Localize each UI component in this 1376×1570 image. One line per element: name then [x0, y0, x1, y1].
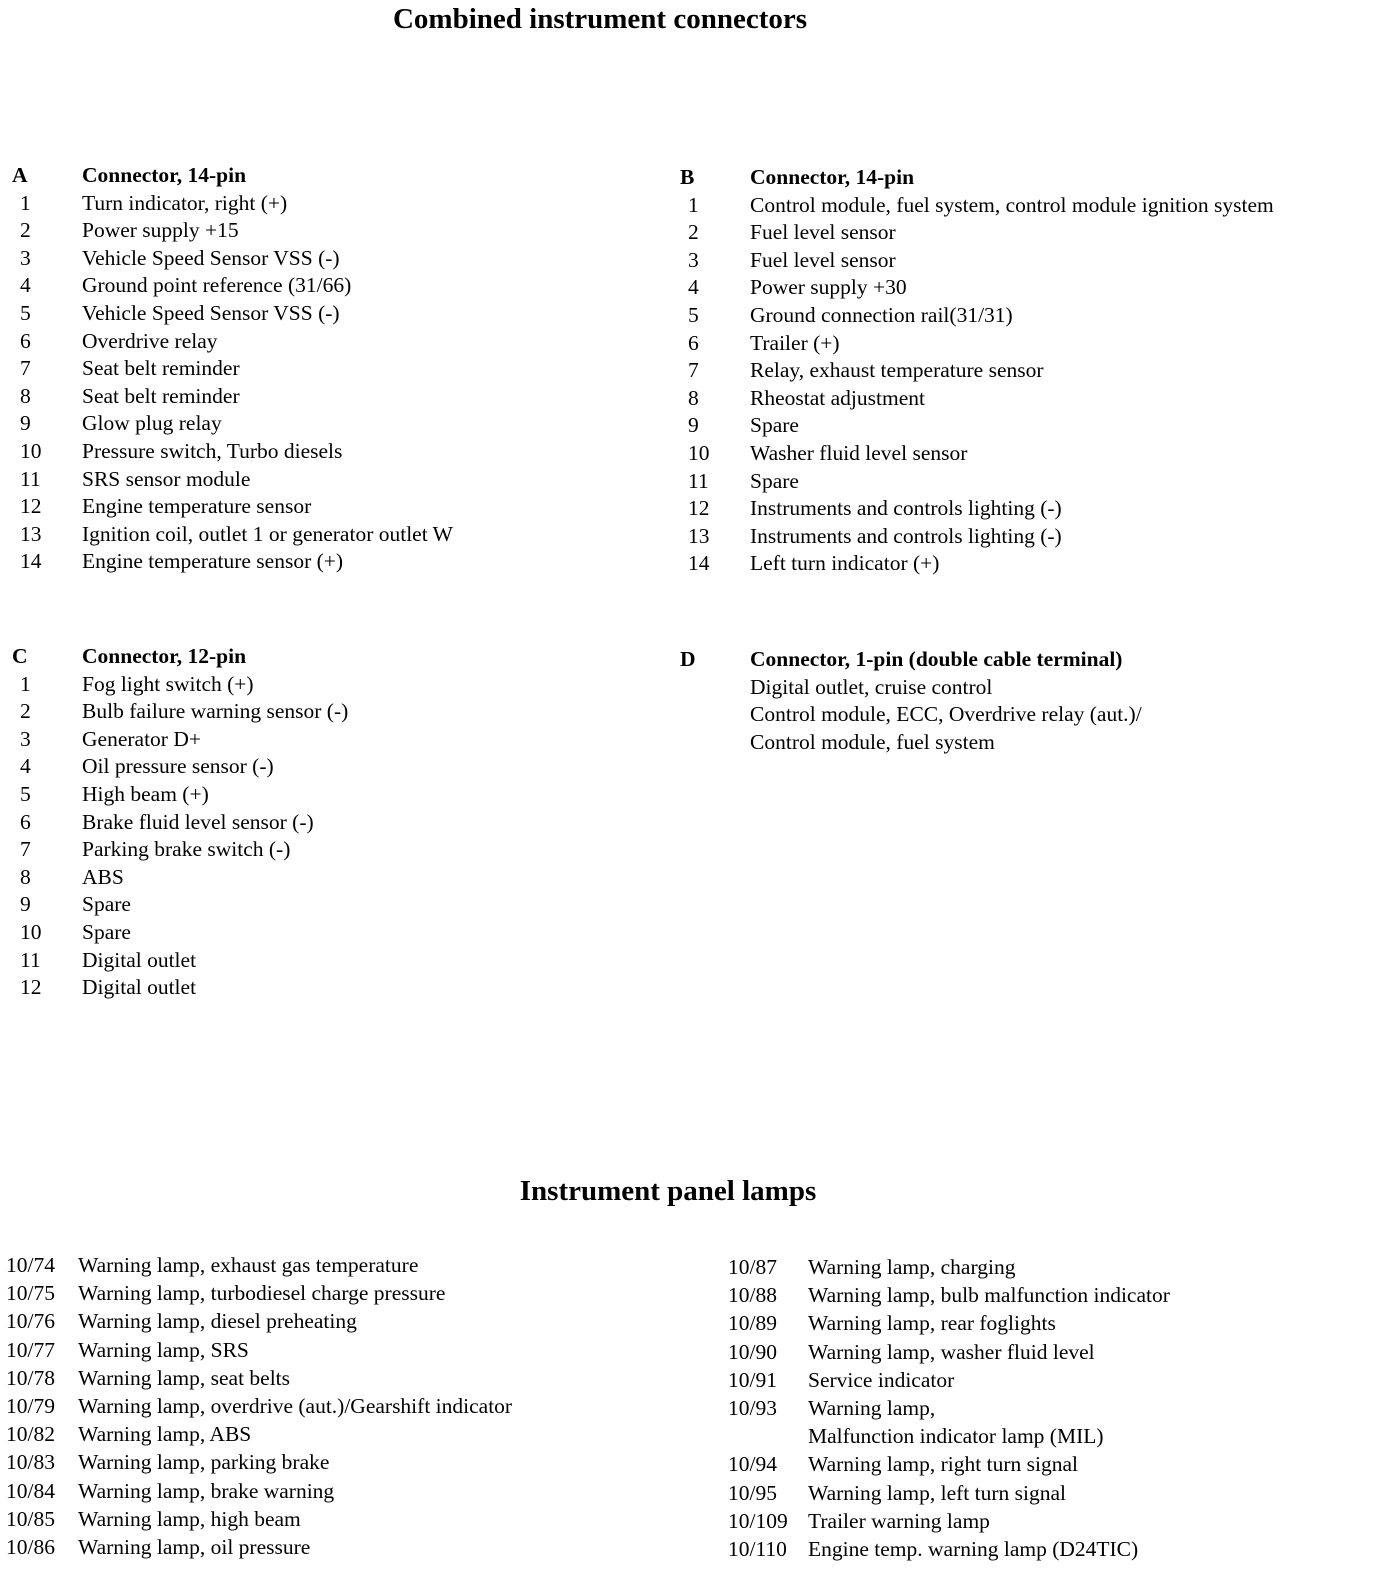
pin-number [680, 729, 750, 757]
pin-description: Relay, exhaust temperature sensor [750, 358, 1044, 383]
pin-number: 11 [688, 468, 709, 493]
connector-letter: A [12, 163, 28, 187]
pin-number: 4 [688, 275, 699, 300]
pin-row [680, 274, 1274, 302]
pin-number: 13 [688, 523, 710, 548]
pin-row [680, 247, 1274, 275]
lamp-row [6, 1251, 512, 1279]
pin-description: Control module, fuel system, control module ignition system [750, 192, 1274, 217]
pin-number: 11 [20, 466, 41, 491]
connector-heading [12, 162, 453, 190]
lamp-row [728, 1507, 1170, 1535]
connector-title: Connector, 14-pin [82, 163, 247, 187]
pin-number: 8 [20, 383, 31, 408]
lamp-description: Warning lamp, rear foglights [808, 1311, 1056, 1336]
pin-description: Control module, fuel system [750, 729, 995, 754]
pin-row [12, 864, 348, 892]
pin-number: 11 [20, 947, 41, 972]
lamp-row [728, 1535, 1170, 1563]
pin-number: 10 [20, 919, 42, 944]
lamp-number: 10/89 [728, 1311, 777, 1336]
lamp-row [6, 1336, 512, 1364]
pin-row [12, 438, 453, 466]
lamp-description: Warning lamp, washer fluid level [808, 1339, 1095, 1364]
pin-row [680, 330, 1274, 358]
lamps-right-column [728, 1253, 1170, 1563]
lamp-description: Warning lamp, left turn signal [808, 1480, 1066, 1505]
pin-number: 9 [20, 892, 31, 917]
pin-row [12, 410, 453, 438]
lamp-row [6, 1420, 512, 1448]
pin-description: Instruments and controls lighting (-) [750, 523, 1062, 548]
lamp-number: 10/86 [6, 1535, 55, 1560]
pin-row [12, 272, 453, 300]
pin-description: Parking brake switch (-) [82, 837, 291, 862]
lamp-description: Warning lamp, Malfunction indicator lamp (MIL) [808, 1396, 1104, 1449]
pin-row [680, 674, 1142, 702]
lamp-number: 10/91 [728, 1367, 777, 1392]
lamp-number: 10/90 [728, 1339, 777, 1364]
lamp-description: Warning lamp, high beam [78, 1506, 301, 1531]
pin-number: 6 [688, 330, 699, 355]
pin-row [680, 385, 1274, 413]
lamp-description: Warning lamp, seat belts [78, 1365, 291, 1390]
pin-row [12, 698, 348, 726]
lamp-row [728, 1253, 1170, 1281]
pin-description: Bulb failure warning sensor (-) [82, 699, 349, 724]
pin-description: Turn indicator, right (+) [82, 190, 288, 215]
pin-row [12, 466, 453, 494]
pin-number: 5 [688, 302, 699, 327]
pin-number: 12 [20, 494, 42, 519]
pin-number: 4 [20, 273, 31, 298]
lamp-row [6, 1364, 512, 1392]
pin-description: Seat belt reminder [82, 356, 240, 381]
pin-description: Pressure switch, Turbo diesels [82, 438, 343, 463]
pin-description: Digital outlet [82, 975, 197, 1000]
pin-row [680, 357, 1274, 385]
pin-number: 14 [20, 549, 42, 574]
pin-number: 2 [688, 220, 699, 245]
connector-letter: B [680, 165, 695, 189]
lamp-row [6, 1505, 512, 1533]
lamp-description: Warning lamp, oil pressure [78, 1535, 311, 1560]
pin-number [680, 674, 750, 702]
lamp-row [6, 1448, 512, 1476]
connector-title: Connector, 14-pin [750, 165, 915, 189]
lamp-number: 10/95 [728, 1480, 777, 1505]
pin-number: 3 [20, 726, 31, 751]
pin-row [12, 891, 348, 919]
pin-number: 5 [20, 300, 31, 325]
pin-number: 14 [688, 551, 710, 576]
connector-heading [680, 646, 1142, 674]
connector-letter: D [680, 647, 696, 671]
lamp-number: 10/109 [728, 1508, 788, 1533]
pin-row [680, 495, 1274, 523]
pin-description: Digital outlet, cruise control [750, 674, 993, 699]
lamp-number: 10/88 [728, 1283, 777, 1308]
pin-description: Washer fluid level sensor [750, 440, 968, 465]
lamp-row [728, 1394, 1170, 1450]
pin-number: 1 [20, 671, 31, 696]
pin-row [12, 245, 453, 273]
pin-description: Control module, ECC, Overdrive relay (aut.)/ [750, 702, 1142, 727]
pin-description: Ignition coil, outlet 1 or generator outlet W [82, 521, 453, 546]
pin-description: Trailer (+) [750, 330, 840, 355]
pin-number: 5 [20, 781, 31, 806]
lamp-number: 10/83 [6, 1450, 55, 1475]
pin-row [12, 671, 348, 699]
lamp-number: 10/87 [728, 1255, 777, 1279]
pin-number: 9 [688, 413, 699, 438]
lamp-description: Warning lamp, right turn signal [808, 1452, 1078, 1477]
lamp-number: 10/82 [6, 1422, 55, 1447]
pin-number: 6 [20, 328, 31, 353]
pin-row [12, 217, 453, 245]
lamp-row [728, 1479, 1170, 1507]
pin-description: Overdrive relay [82, 328, 218, 353]
lamp-number: 10/77 [6, 1337, 55, 1362]
lamp-row [6, 1279, 512, 1307]
pin-row [12, 493, 453, 521]
pin-description: Spare [750, 413, 799, 438]
connector-a-section [12, 162, 453, 576]
pin-row [12, 753, 348, 781]
lamp-description: Warning lamp, turbodiesel charge pressure [78, 1281, 446, 1306]
pin-description: Engine temperature sensor [82, 494, 312, 519]
pin-number: 8 [688, 385, 699, 410]
connector-title: Connector, 1-pin (double cable terminal) [750, 647, 1123, 671]
lamps-section-title: Instrument panel lamps [519, 1175, 817, 1207]
pin-number: 8 [20, 864, 31, 889]
pin-row [680, 440, 1274, 468]
pin-description: Fuel level sensor [750, 220, 896, 245]
pin-row [680, 523, 1274, 551]
pin-number: 1 [688, 192, 699, 217]
lamp-row [728, 1366, 1170, 1394]
lamp-number: 10/76 [6, 1309, 55, 1334]
pin-description: Spare [82, 892, 131, 917]
pin-number: 10 [688, 440, 710, 465]
pin-row [12, 947, 348, 975]
pin-row [12, 836, 348, 864]
pin-description: Seat belt reminder [82, 383, 240, 408]
lamp-row [728, 1450, 1170, 1478]
lamp-row [728, 1338, 1170, 1366]
lamp-row [728, 1309, 1170, 1337]
pin-number: 12 [20, 975, 42, 1000]
pin-row [12, 974, 348, 1002]
lamp-number: 10/94 [728, 1452, 777, 1477]
lamp-description: Warning lamp, SRS [78, 1337, 249, 1362]
pin-description: SRS sensor module [82, 466, 251, 491]
pin-row [12, 300, 453, 328]
pin-description: Fuel level sensor [750, 247, 896, 272]
pin-description: Vehicle Speed Sensor VSS (-) [82, 300, 340, 325]
lamp-description: Service indicator [808, 1367, 955, 1392]
connector-heading [12, 643, 348, 671]
lamp-description: Warning lamp, parking brake [78, 1450, 330, 1475]
pin-number: 3 [688, 247, 699, 272]
pin-description: Digital outlet [82, 947, 197, 972]
pin-row [680, 729, 1142, 757]
pin-number: 2 [20, 218, 31, 243]
pin-number: 7 [20, 356, 31, 381]
pin-row [680, 550, 1274, 578]
pin-row [680, 302, 1274, 330]
lamp-description: Engine temp. warning lamp (D24TIC) [808, 1537, 1139, 1562]
pin-description: Ground connection rail(31/31) [750, 302, 1013, 327]
pin-row [12, 328, 453, 356]
pin-description: Spare [750, 468, 799, 493]
pin-description: Engine temperature sensor (+) [82, 549, 344, 574]
pin-row [680, 701, 1142, 729]
pin-description: Generator D+ [82, 726, 201, 751]
connector-title: Connector, 12-pin [82, 644, 247, 668]
pin-description: Oil pressure sensor (-) [82, 754, 274, 779]
connector-b-section [680, 164, 1274, 578]
pin-row [12, 521, 453, 549]
pin-description: Left turn indicator (+) [750, 551, 940, 576]
lamp-row [728, 1281, 1170, 1309]
pin-description: Vehicle Speed Sensor VSS (-) [82, 245, 340, 270]
pin-description: Rheostat adjustment [750, 385, 925, 410]
lamp-number: 10/74 [6, 1253, 55, 1277]
lamp-number: 10/85 [6, 1506, 55, 1531]
pin-description: Glow plug relay [82, 411, 222, 436]
lamp-description: Warning lamp, charging [808, 1255, 1016, 1279]
pin-row [680, 468, 1274, 496]
lamp-row [6, 1392, 512, 1420]
pin-row [680, 219, 1274, 247]
lamp-description: Warning lamp, exhaust gas temperature [78, 1253, 419, 1277]
pin-row [12, 383, 453, 411]
pin-description: Power supply +30 [750, 275, 907, 300]
pin-number: 9 [20, 411, 31, 436]
lamp-number: 10/110 [728, 1537, 787, 1562]
pin-description: Power supply +15 [82, 218, 239, 243]
pin-row [680, 412, 1274, 440]
lamps-left-column [6, 1251, 512, 1561]
pin-row [12, 548, 453, 576]
pin-description: Spare [82, 919, 131, 944]
pin-number: 6 [20, 809, 31, 834]
pin-description: Fog light switch (+) [82, 671, 254, 696]
pin-number: 7 [688, 358, 699, 383]
page-title: Combined instrument connectors [392, 3, 808, 35]
lamp-number: 10/78 [6, 1365, 55, 1390]
pin-number: 4 [20, 754, 31, 779]
pin-number: 7 [20, 837, 31, 862]
connector-heading [680, 164, 1274, 192]
lamp-description: Warning lamp, overdrive (aut.)/Gearshift indicator [78, 1394, 513, 1419]
pin-number [680, 701, 750, 729]
pin-description: ABS [82, 864, 124, 889]
pin-description: Instruments and controls lighting (-) [750, 496, 1062, 521]
lamp-description: Warning lamp, diesel preheating [78, 1309, 357, 1334]
lamp-row [6, 1477, 512, 1505]
pin-number: 3 [20, 245, 31, 270]
pin-number: 10 [20, 438, 42, 463]
lamp-description: Warning lamp, bulb malfunction indicator [808, 1283, 1170, 1308]
lamp-number: 10/75 [6, 1281, 55, 1306]
pin-description: High beam (+) [82, 781, 209, 806]
pin-description: Brake fluid level sensor (-) [82, 809, 314, 834]
pin-row [12, 190, 453, 218]
lamp-number: 10/79 [6, 1394, 55, 1419]
connector-d-section [680, 646, 1142, 756]
lamp-description: Warning lamp, brake warning [78, 1478, 335, 1503]
pin-number: 1 [20, 190, 31, 215]
pin-number: 12 [688, 496, 710, 521]
lamp-description: Trailer warning lamp [808, 1508, 990, 1533]
lamp-description: Warning lamp, ABS [78, 1422, 252, 1447]
pin-description: Ground point reference (31/66) [82, 273, 352, 298]
lamp-number: 10/93 [728, 1396, 777, 1421]
pin-number: 2 [20, 699, 31, 724]
connector-letter: C [12, 644, 28, 668]
pin-number: 13 [20, 521, 42, 546]
pin-row [680, 192, 1274, 220]
lamp-row [6, 1307, 512, 1335]
lamp-row [6, 1533, 512, 1561]
pin-row [12, 781, 348, 809]
lamp-number: 10/84 [6, 1478, 55, 1503]
pin-row [12, 809, 348, 837]
pin-row [12, 919, 348, 947]
pin-row [12, 726, 348, 754]
pin-row [12, 355, 453, 383]
connector-c-section [12, 643, 348, 1002]
